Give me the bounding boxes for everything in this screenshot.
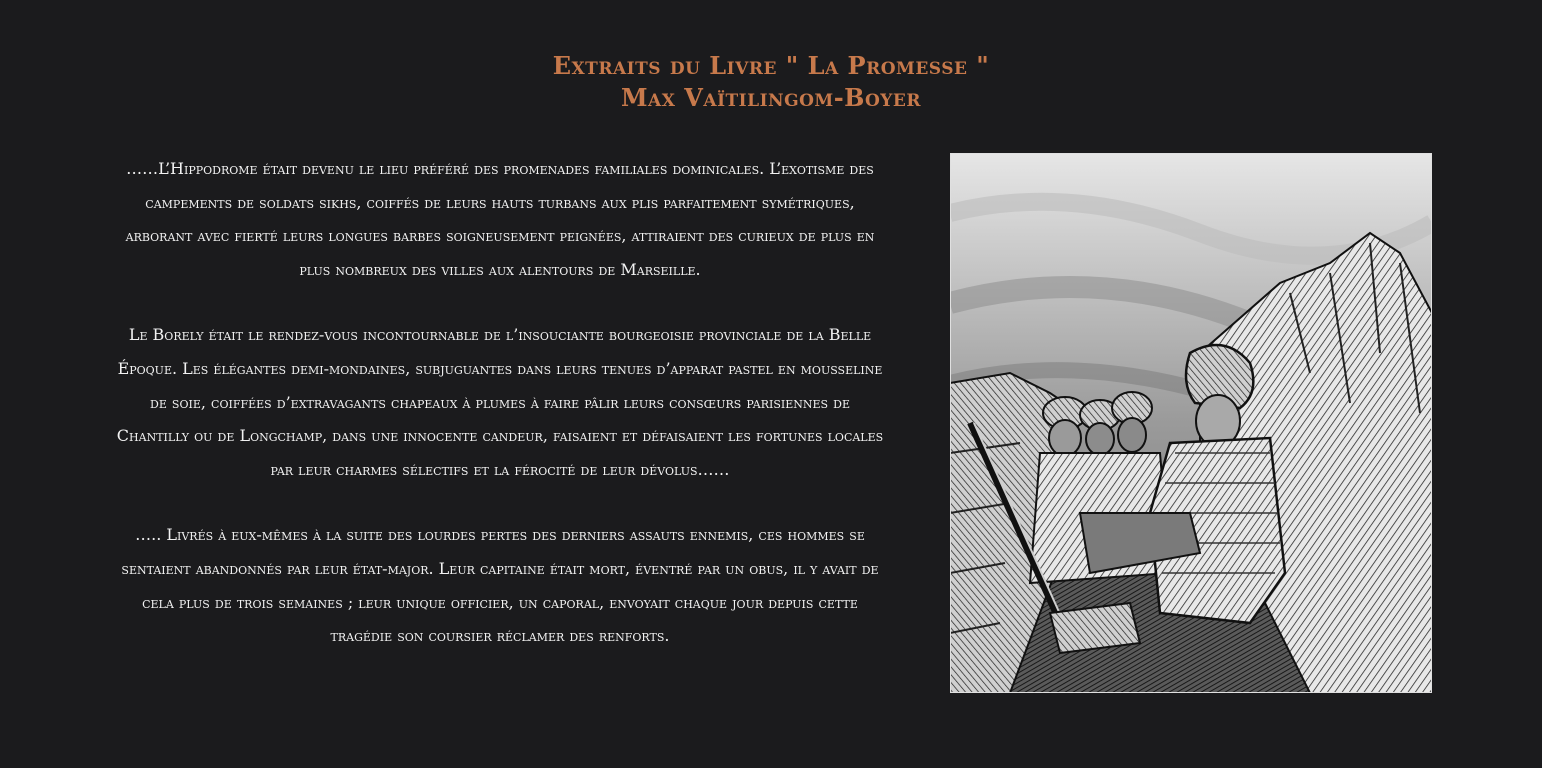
title-line-author: Max Vaïtilingom-Boyer — [620, 83, 922, 112]
title-line-book: Extraits du Livre " La Promesse " — [552, 51, 990, 80]
excerpt-paragraph-1: ……L’Hippodrome était devenu le lieu préféré des promenades familiales dominicales. L’exotisme des campements de soldats sikhs, coiffés de leurs hauts turbans aux plis parfaitement symétriques, arborant avec fierté leurs longues barbes soigneusement peignées, attiraient des curieux de plus en plus nombreux des villes aux alentours de Marseille. — [125, 159, 875, 279]
sikh-soldiers-illustration — [950, 153, 1432, 693]
page-title — [0, 50, 1542, 114]
excerpt-text-column — [112, 152, 888, 685]
excerpt-paragraph-3: ….. Livrés à eux-mêmes à la suite des lourdes pertes des derniers assauts ennemis, ces hommes se sentaient abandonnés par leur état-major. Leur capitaine était mort, éventré par un obus, il y avait de cela plus de trois semaines ; leur unique officier, un caporal, envoyait chaque jour depuis cette tragédie son coursier réclamer des renforts. — [121, 525, 879, 646]
illustration-drawing — [950, 153, 1432, 693]
boots — [1050, 603, 1140, 653]
excerpt-paragraph-2: Le Borely était le rendez-vous incontournable de l’insouciante bourgeoisie provinciale de la Belle Époque. Les élégantes demi-mondaines, subjuguantes dans leurs tenues d’apparat pastel en mousseline de soie, coiffées d’extravagants chapeaux à plumes à faire pâlir leurs consœurs parisiennes de Chantilly ou de Longchamp, dans une innocente candeur, faisaient et défaisaient les fortunes locales par leur charmes sélectifs et la férocité de leur dévolus…… — [116, 325, 884, 479]
